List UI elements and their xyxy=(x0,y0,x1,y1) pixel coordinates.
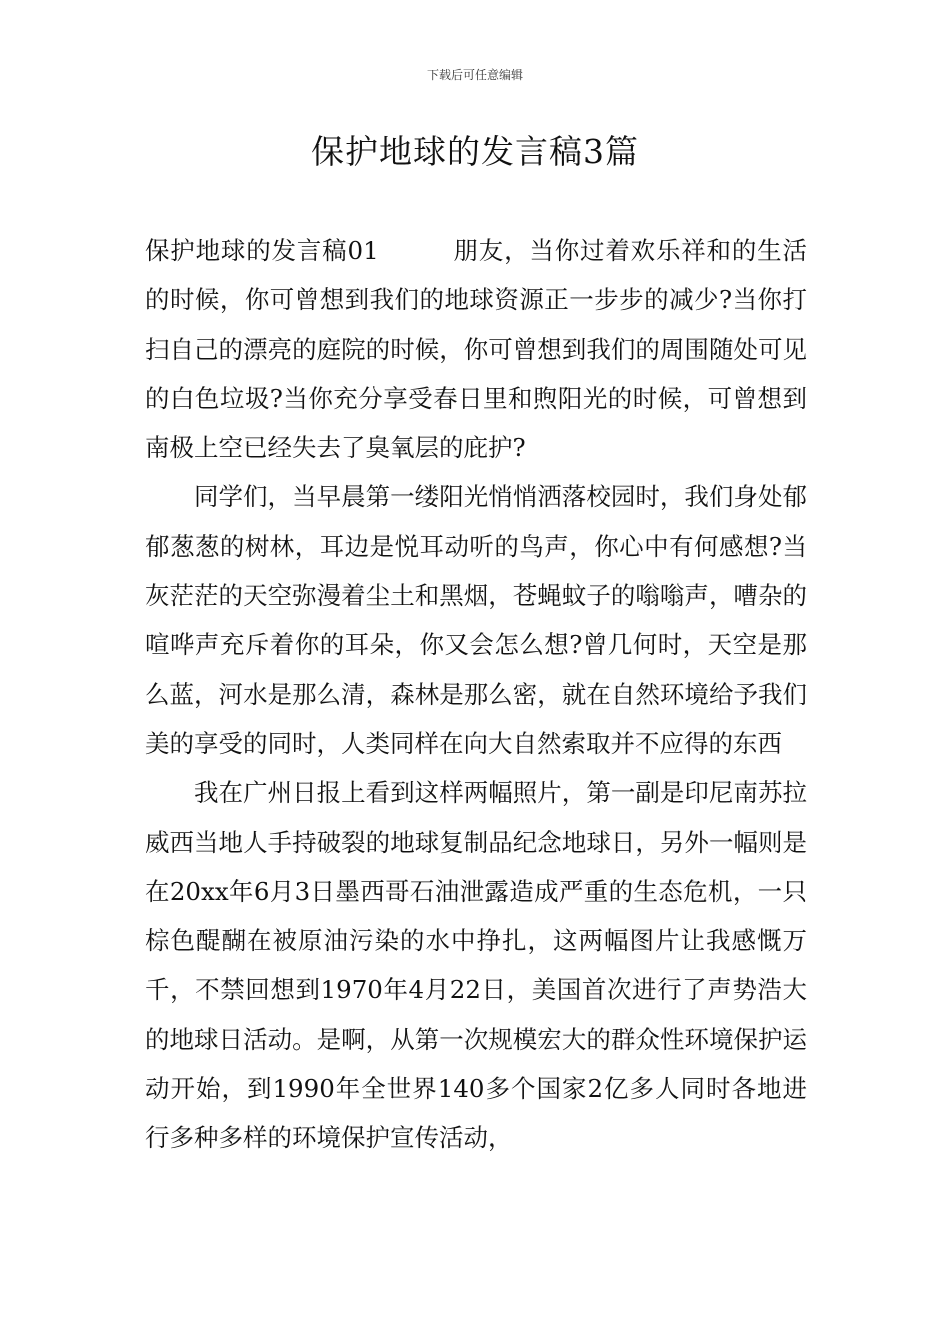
document-title: 保护地球的发言稿3篇 xyxy=(311,132,639,171)
paragraph-1 xyxy=(145,226,807,472)
section-label: 保护地球的发言稿01 xyxy=(145,236,379,265)
header-note: 下载后可任意编辑 xyxy=(426,68,523,82)
paragraph-2: 同学们，当早晨第一缕阳光悄悄洒落校园时，我们身处郁郁葱葱的树林，耳边是悦耳动听的鸟声，你心中有何感想?当灰茫茫的天空弥漫着尘土和黑烟，苍蝇蚊子的嗡嗡声，嘈杂的喧哗声充斥着你的耳朵，你又会怎么想?曾几何时，天空是那么蓝，河水是那么清，森林是那么密，就在自然环境给予我们美的享受的同时，人类同样在向大自然索取并不应得的东西 xyxy=(145,482,807,758)
paragraph-1-text: 朋友，当你过着欢乐祥和的生活的时候，你可曾想到我们的地球资源正一步步的减少?当你打扫自己的漂亮的庭院的时候，你可曾想到我们的周围随处可见的白色垃圾?当你充分享受春日里和煦阳光的时候，可曾想到南极上空已经失去了臭氧层的庇护? xyxy=(145,236,807,463)
document-body xyxy=(145,226,807,1163)
paragraph-3: 我在广州日报上看到这样两幅照片，第一副是印尼南苏拉威西当地人手持破裂的地球复制品纪念地球日，另外一幅则是在20xx年6月3日墨西哥石油泄露造成严重的生态危机，一只棕色醍醐在被原油污染的水中挣扎，这两幅图片让我感慨万千，不禁回想到1970年4月22日，美国首次进行了声势浩大的地球日活动。是啊，从第一次规模宏大的群众性环境保护运动开始，到1990年全世界140多个国家2亿多人同时各地进行多种多样的环境保护宣传活动， xyxy=(145,778,807,1153)
